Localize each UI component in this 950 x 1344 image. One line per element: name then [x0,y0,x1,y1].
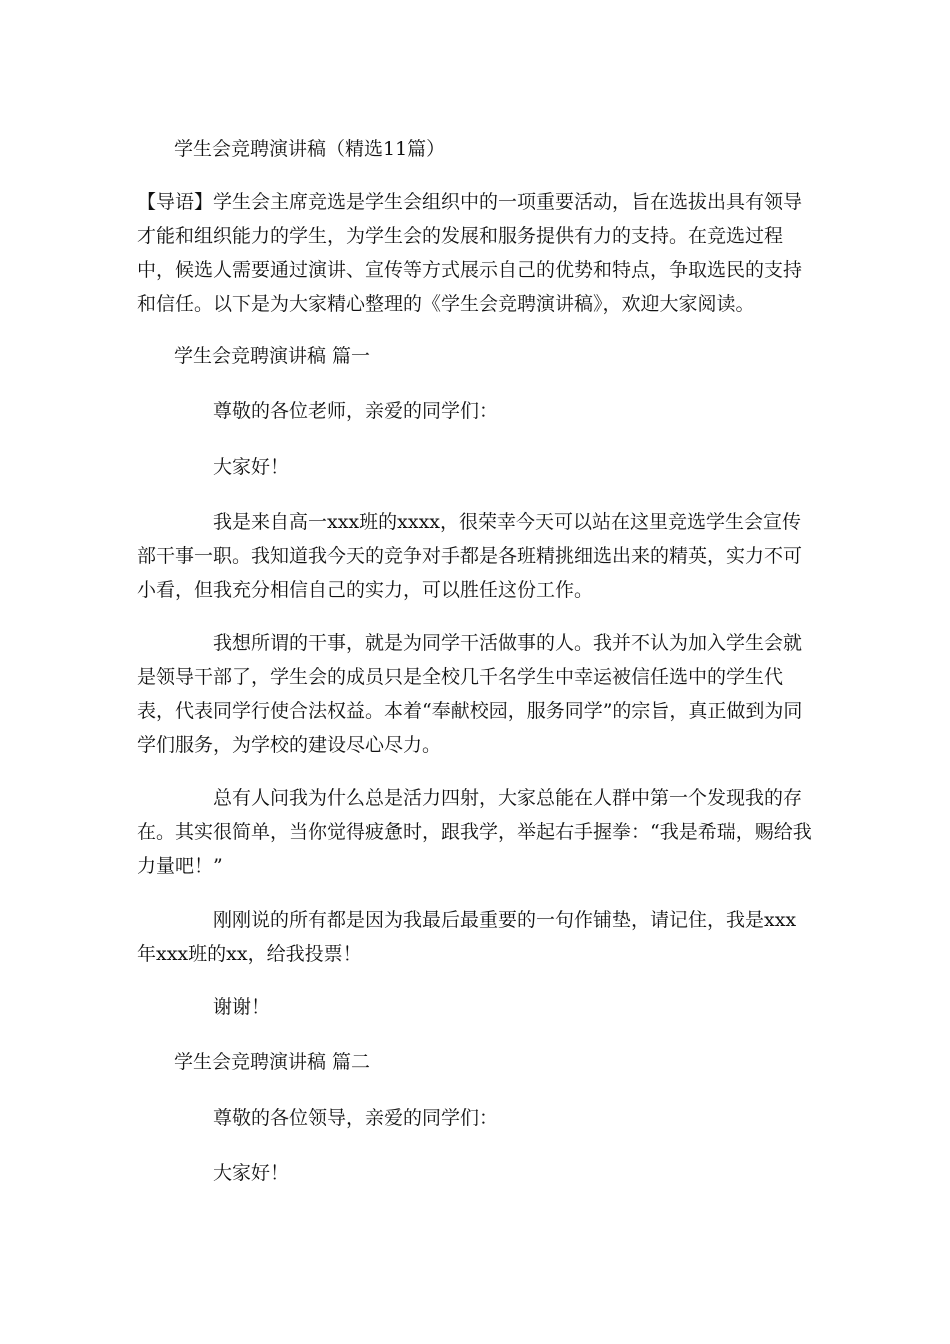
greeting: 大家好！ [213,1162,290,1184]
body-paragraph: 总有人问我为什么总是活力四射，大家总能在人群中第一个发现我的存在。其实很简单，当你觉得疲惫时，跟我学，举起右手握拳：“我是希瑞，赐给我力量吧！” [137,787,812,877]
salutation: 尊敬的各位老师，亲爱的同学们： [213,400,499,422]
closing: 谢谢！ [213,996,271,1018]
document-title: 学生会竞聘演讲稿（精选11篇） [174,138,446,160]
body-paragraph: 刚刚说的所有都是因为我最后最重要的一句作铺垫，请记住，我是xxx年xxx班的xx，给我投票！ [137,909,797,965]
salutation: 尊敬的各位领导，亲爱的同学们： [213,1107,499,1129]
body-paragraph: 我想所谓的干事，就是为同学干活做事的人。我并不认为加入学生会就是领导干部了，学生会的成员只是全校几千名学生中幸运被信任选中的学生代表，代表同学行使合法权益。本着“奉献校园，服务同学”的宗旨，真正做到为同学们服务，为学校的建设尽心尽力。 [137,632,803,756]
section-heading: 学生会竞聘演讲稿 篇二 [174,1051,371,1073]
greeting: 大家好！ [213,456,290,478]
intro-paragraph: 【导语】学生会主席竞选是学生会组织中的一项重要活动，旨在选拔出具有领导才能和组织能力的学生，为学生会的发展和服务提供有力的支持。在竞选过程中，候选人需要通过演讲、宣传等方式展示自己的优势和特点，争取选民的支持和信任。以下是为大家精心整理的《学生会竞聘演讲稿》，欢迎大家阅读。 [137,191,803,315]
body-paragraph: 我是来自高一xxx班的xxxx，很荣幸今天可以站在这里竞选学生会宣传部干事一职。我知道我今天的竞争对手都是各班精挑细选出来的精英，实力不可小看，但我充分相信自己的实力，可以胜任这份工作。 [137,511,803,601]
section-heading: 学生会竞聘演讲稿 篇一 [174,345,371,367]
